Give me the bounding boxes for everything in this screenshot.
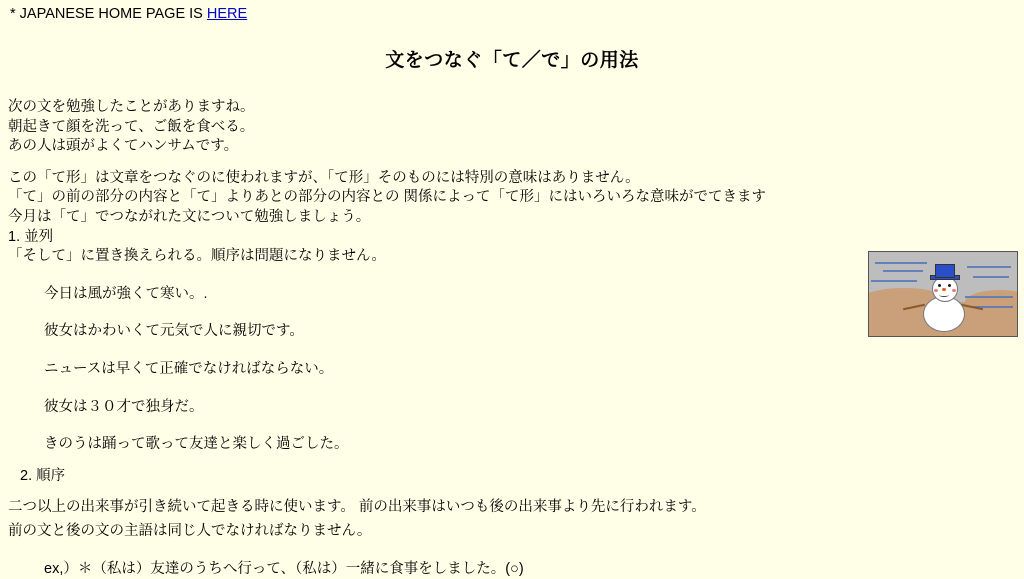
spacer-3 bbox=[8, 486, 1016, 498]
wind-line-1 bbox=[875, 262, 927, 264]
section-1-example-4: 彼女は３０才で独身だ。 bbox=[44, 398, 1016, 418]
section-1-example-1: 今日は風が強くて寒い。. bbox=[44, 285, 1016, 305]
document-body bbox=[8, 98, 1016, 579]
japanese-home-page-note bbox=[10, 5, 1016, 23]
wind-line-2 bbox=[883, 270, 923, 272]
section-1-note: 「そして」に置き換えられる。順序は問題になりません。 bbox=[8, 247, 1016, 267]
section-1-example-2: 彼女はかわいくて元気で人に親切です。 bbox=[44, 322, 1016, 342]
explanation-line-1: この「て形」は文章をつなぐのに使われますが、「て形」そのものには特別の意味はありません。 bbox=[8, 169, 1016, 189]
snowman-eye-left bbox=[938, 284, 941, 287]
intro-line-2: 朝起きて顔を洗って、ご飯を食べる。 bbox=[8, 118, 1016, 138]
explanation-line-3: 今月は「て」でつながれた文について勉強しましょう。 bbox=[8, 208, 1016, 228]
snowman-blush-right bbox=[952, 289, 956, 292]
snowman-blush-left bbox=[934, 289, 938, 292]
snowman-illustration bbox=[868, 251, 1018, 337]
snowman-hat bbox=[935, 264, 955, 278]
intro-line-3: あの人は頭がよくてハンサムです。 bbox=[8, 137, 1016, 157]
wind-line-4 bbox=[967, 266, 1011, 268]
japanese-home-page-link[interactable]: HERE bbox=[207, 6, 247, 22]
snowman-nose bbox=[942, 288, 946, 291]
section-2-line-2: 前の文と後の文の主語は同じ人でなければなりません。 bbox=[8, 522, 1016, 542]
spacer bbox=[8, 157, 1016, 169]
page-title: 文をつなぐ「て／で」の用法 bbox=[8, 45, 1016, 72]
section-2-example: ex,）＊（私は）友達のうちへ行って、（私は）一緒に食事をしました。(○) bbox=[44, 560, 1016, 579]
snowman-eye-right bbox=[948, 284, 951, 287]
wind-line-5 bbox=[973, 276, 1009, 278]
spacer-2 bbox=[8, 455, 1016, 467]
intro-line-1: 次の文を勉強したことがありますね。 bbox=[8, 98, 1016, 118]
snowman-mouth bbox=[939, 293, 949, 297]
explanation-line-2: 「て」の前の部分の内容と「て」よりあとの部分の内容との 関係によって「て形」にはいろいろな意味がでてきます bbox=[8, 188, 1016, 208]
section-1-example-3: ニュースは早くて正確でなければならない。 bbox=[44, 360, 1016, 380]
section-2-line-1: 二つ以上の出来事が引き続いて起きる時に使います。 前の出来事はいつも後の出来事より先に行われます。 bbox=[8, 498, 1016, 518]
illustration-hill-right bbox=[965, 290, 1018, 314]
section-2-heading: 2. 順序 bbox=[20, 467, 1016, 487]
wind-line-6 bbox=[965, 296, 1013, 298]
section-1-example-5: きのうは踊って歌って友達と楽しく過ごした。 bbox=[44, 435, 1016, 455]
section-1-heading: 1. 並列 bbox=[8, 228, 1016, 248]
japanese-home-page-note-prefix: * JAPANESE HOME PAGE IS bbox=[10, 6, 207, 22]
wind-line-3 bbox=[871, 280, 917, 282]
